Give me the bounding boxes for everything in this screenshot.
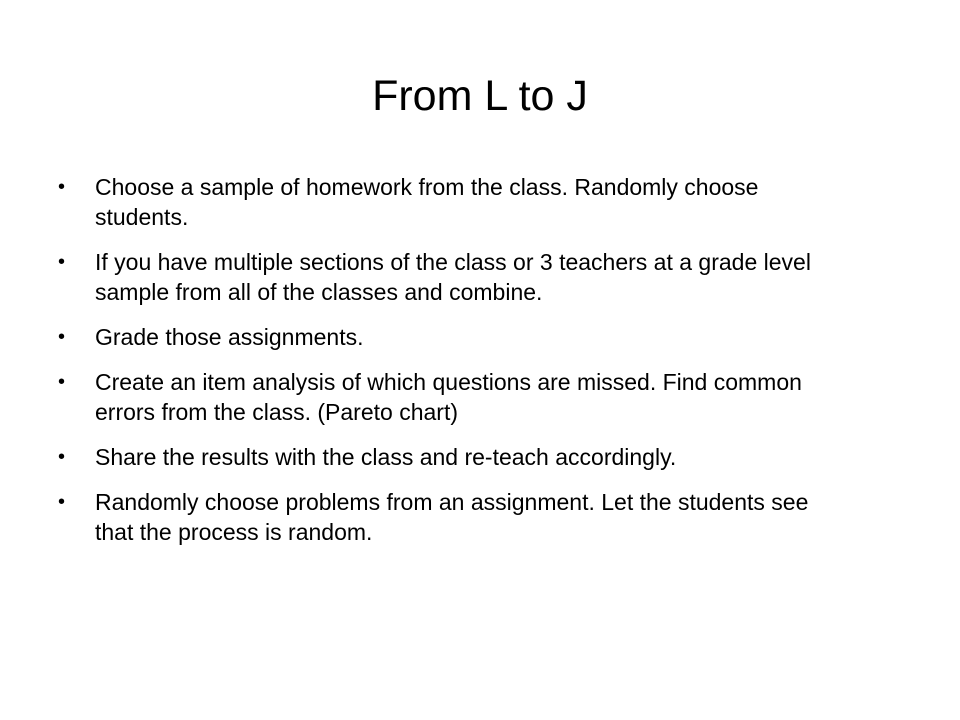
bullet-list [58, 172, 848, 562]
bullet-icon: • [58, 251, 66, 273]
slide-title: From L to J [372, 72, 588, 120]
bullet-text: Share the results with the class and re-teach accordingly. [95, 444, 677, 470]
bullet-icon: • [58, 176, 66, 198]
bullet-icon: • [58, 491, 66, 513]
bullet-icon: • [58, 446, 66, 468]
bullet-text: Randomly choose problems from an assignment. Let the students see that the process is random. [95, 489, 809, 545]
bullet-icon: • [58, 326, 66, 348]
bullet-icon: • [58, 371, 66, 393]
bullet-item [58, 322, 848, 352]
bullet-item [58, 367, 848, 427]
bullet-text: Create an item analysis of which questions are missed. Find common errors from the class. (Pareto chart) [95, 369, 802, 425]
bullet-item [58, 247, 848, 307]
bullet-item [58, 487, 848, 547]
bullet-text: Grade those assignments. [95, 324, 364, 350]
bullet-text: Choose a sample of homework from the class. Randomly choose students. [95, 174, 759, 230]
bullet-item [58, 442, 848, 472]
bullet-text: If you have multiple sections of the class or 3 teachers at a grade level sample from all of the classes and combine. [95, 249, 811, 305]
bullet-item [58, 172, 848, 232]
